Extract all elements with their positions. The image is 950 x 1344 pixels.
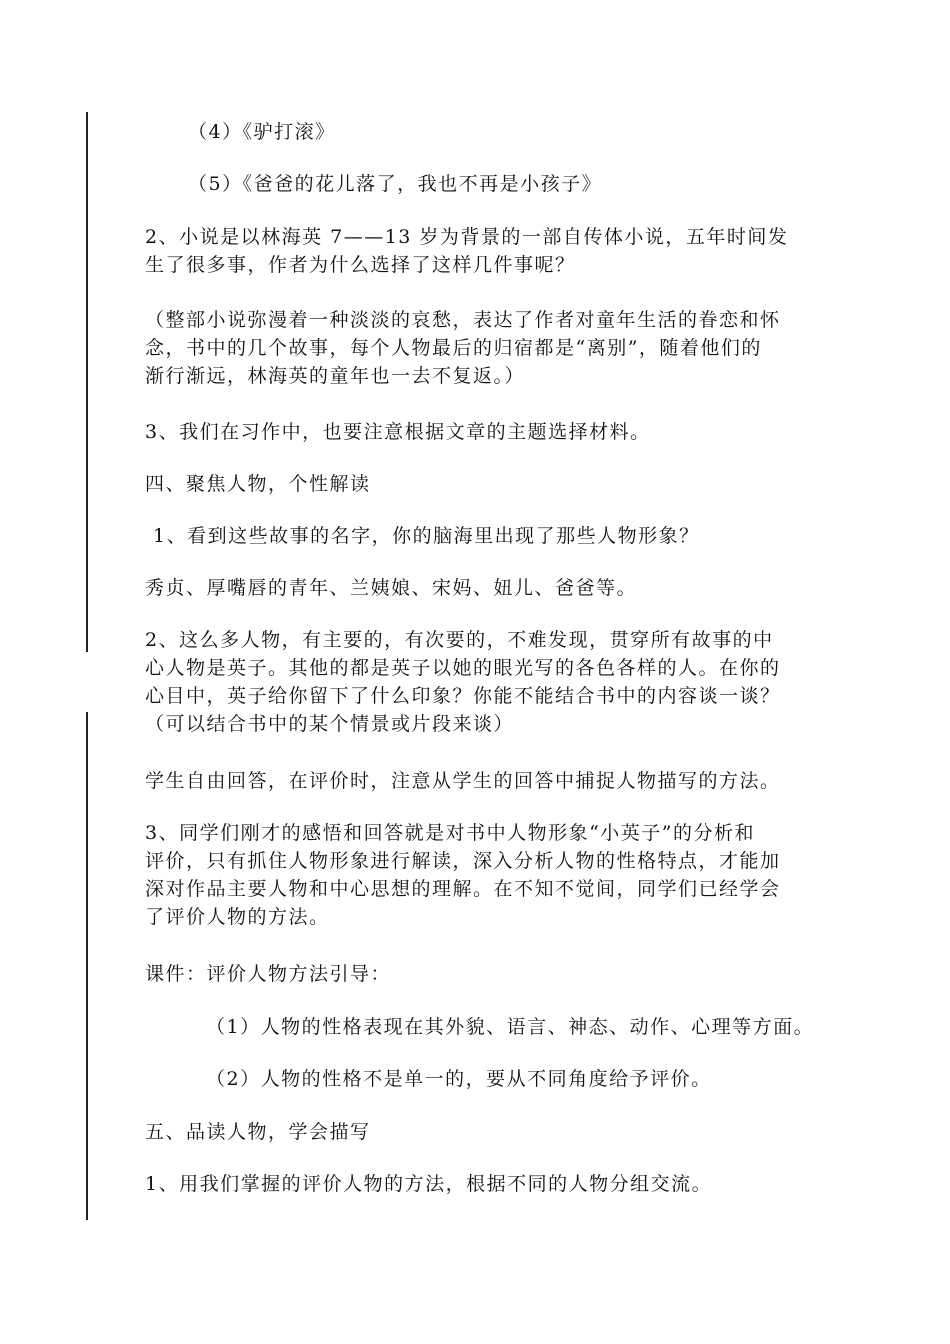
method-item-1: （1）人物的性格表现在其外貌、语言、神态、动作、心理等方面。 [206,1016,815,1038]
question-1-paragraph: 1、看到这些故事的名字，你的脑海里出现了那些人物形象？ [153,525,700,547]
margin-rule-top [86,112,88,652]
section-4-heading: 四、聚焦人物，个性解读 [145,473,371,495]
answer-2-paragraph: （整部小说弥漫着一种淡淡的哀愁，表达了作者对童年生活的眷恋和怀 念，书中的几个故事，每个人物最后的归宿都是“离别”，随着他们的 渐行渐远，林海英的童年也一去不复返。） [145,309,781,387]
task-1-paragraph: 1、用我们掌握的评价人物的方法，根据不同的人物分组交流。 [145,1173,713,1195]
question-2b-paragraph: 2、这么多人物，有主要的，有次要的，不难发现，贯穿所有故事的中 心人物是英子。其他的都是英子以她的眼光写的各色各样的人。在你的 心目中，英子给你留下了什么印象？你能不能结合书中的内容谈一谈？ （可以结合书中的某个情景或片段来谈） [145,629,781,735]
note-3-paragraph: 3、我们在习作中，也要注意根据文章的主题选择材料。 [145,421,651,443]
courseware-heading: 课件：评价人物方法引导： [145,963,392,985]
question-2-paragraph: 2、小说是以林海英 7——13 岁为背景的一部自传体小说，五年时间发 生了很多事，作者为什么选择了这样几件事呢？ [145,226,789,276]
section-5-heading: 五、品读人物，学会描写 [145,1121,371,1143]
method-item-2: （2）人物的性格不是单一的，要从不同角度给予评价。 [206,1068,712,1090]
list-item-5: （5）《爸爸的花儿落了，我也不再是小孩子》 [188,173,603,195]
character-list: 秀贞、厚嘴唇的青年、兰姨娘、宋妈、妞儿、爸爸等。 [145,577,638,599]
list-item-4: （4）《驴打滚》 [188,121,336,143]
student-answer-paragraph: 学生自由回答，在评价时，注意从学生的回答中捕捉人物描写的方法。 [145,770,781,792]
question-3-paragraph: 3、同学们刚才的感悟和回答就是对书中人物形象“小英子”的分析和 评价，只有抓住人物形象进行解读，深入分析人物的性格特点，才能加 深对作品主要人物和中心思想的理解。在不知不觉间，同学们已经学会 了评价人物的方法。 [145,822,781,928]
margin-rule-bottom [86,712,88,1220]
